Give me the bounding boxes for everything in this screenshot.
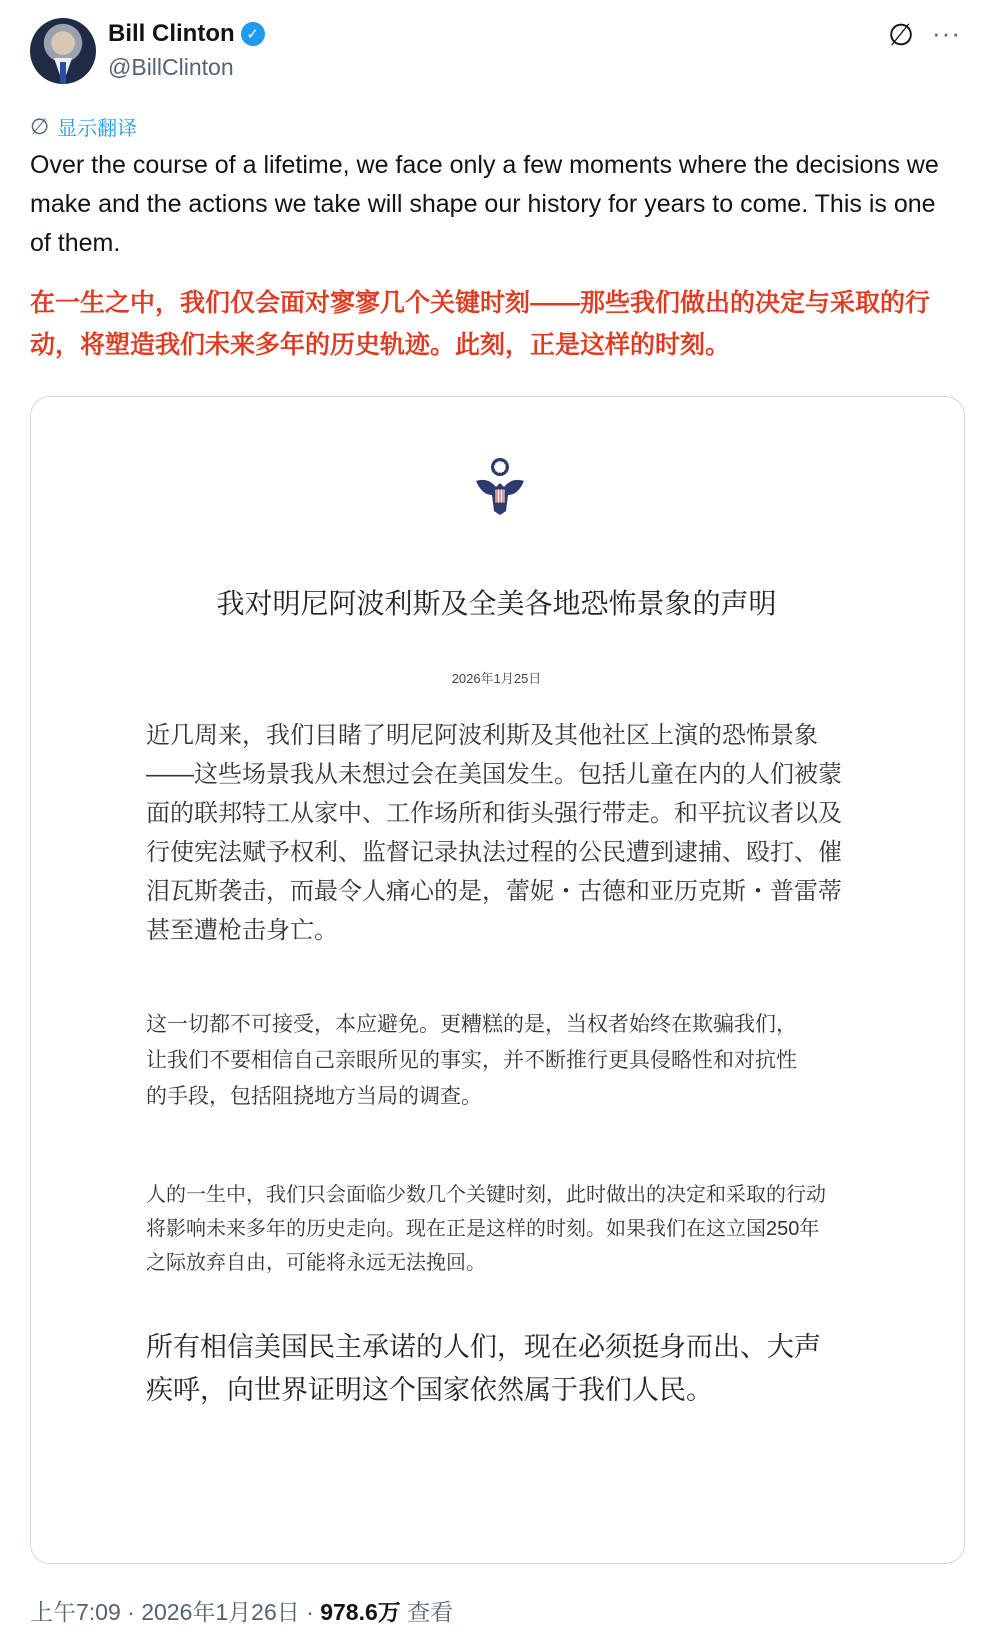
statement-paragraph: 近几周来，我们目睹了明尼阿波利斯及其他社区上演的恐怖景象——这些场景我从未想过会在美国发生。包括儿童在内的人们被蒙面的联邦特工从家中、工作场所和街头强行带走。和平抗议者以及行使宪法赋予权利、监督记录执法过程的公民遭到逮捕、殴打、催泪瓦斯袭击，而最令人痛心的是，蕾妮・古德和亚历克斯・普雷蒂甚至遭枪击身亡。 (146, 722, 842, 944)
statement-date: 2026年1月25日 (451, 671, 542, 686)
tweet-text: Over the course of a lifetime, we face only a few moments where the decisions we make and the actions we take will shape our history for years to come. This is one of them. (30, 151, 939, 257)
separator: · (127, 1599, 135, 1625)
us-seal-icon (472, 455, 528, 521)
author-name[interactable]: Bill Clinton ✓ (108, 20, 265, 48)
separator: · (306, 1599, 314, 1625)
author-handle[interactable]: @BillClinton (108, 54, 234, 80)
translate-icon: ∅ (30, 113, 50, 139)
translation-overlay: 在一生之中，我们仅会面对寥寥几个关键时刻——那些我们做出的决定与采取的行动，将塑造我们未来多年的历史轨迹。此刻，正是这样的时刻。 (30, 289, 931, 359)
statement-paragraph: 这一切都不可接受，本应避免。更糟糕的是，当权者始终在欺骗我们，让我们不要相信自己亲眼所见的事实，并不断推行更具侵略性和对抗性的手段，包括阻挠地方当局的调查。 (146, 1013, 797, 1108)
view-count: 978.6万 (320, 1599, 401, 1625)
avatar[interactable] (30, 18, 96, 84)
statement-title: 我对明尼阿波利斯及全美各地恐怖景象的声明 (216, 588, 777, 619)
tweet-time[interactable]: 上午7:09 (30, 1599, 121, 1625)
tweet-meta (30, 1594, 453, 1627)
verified-badge-icon: ✓ (241, 22, 265, 46)
grok-icon[interactable]: ∅ (888, 19, 915, 52)
statement-paragraph: 人的一生中，我们只会面临少数几个关键时刻，此时做出的决定和采取的行动将影响未来多年的历史走向。现在正是这样的时刻。如果我们在这立国250年之际放弃自由，可能将永远无法挽回。 (146, 1184, 826, 1274)
views-label: 查看 (407, 1599, 454, 1625)
show-translation-link[interactable]: ∅ 显示翻译 (30, 113, 138, 140)
more-icon[interactable]: ··· (932, 18, 961, 48)
tweet-date[interactable]: 2026年1月26日 (141, 1599, 300, 1625)
statement-paragraph: 所有相信美国民主承诺的人们，现在必须挺身而出、大声疾呼，向世界证明这个国家依然属于我们人民。 (146, 1332, 821, 1405)
